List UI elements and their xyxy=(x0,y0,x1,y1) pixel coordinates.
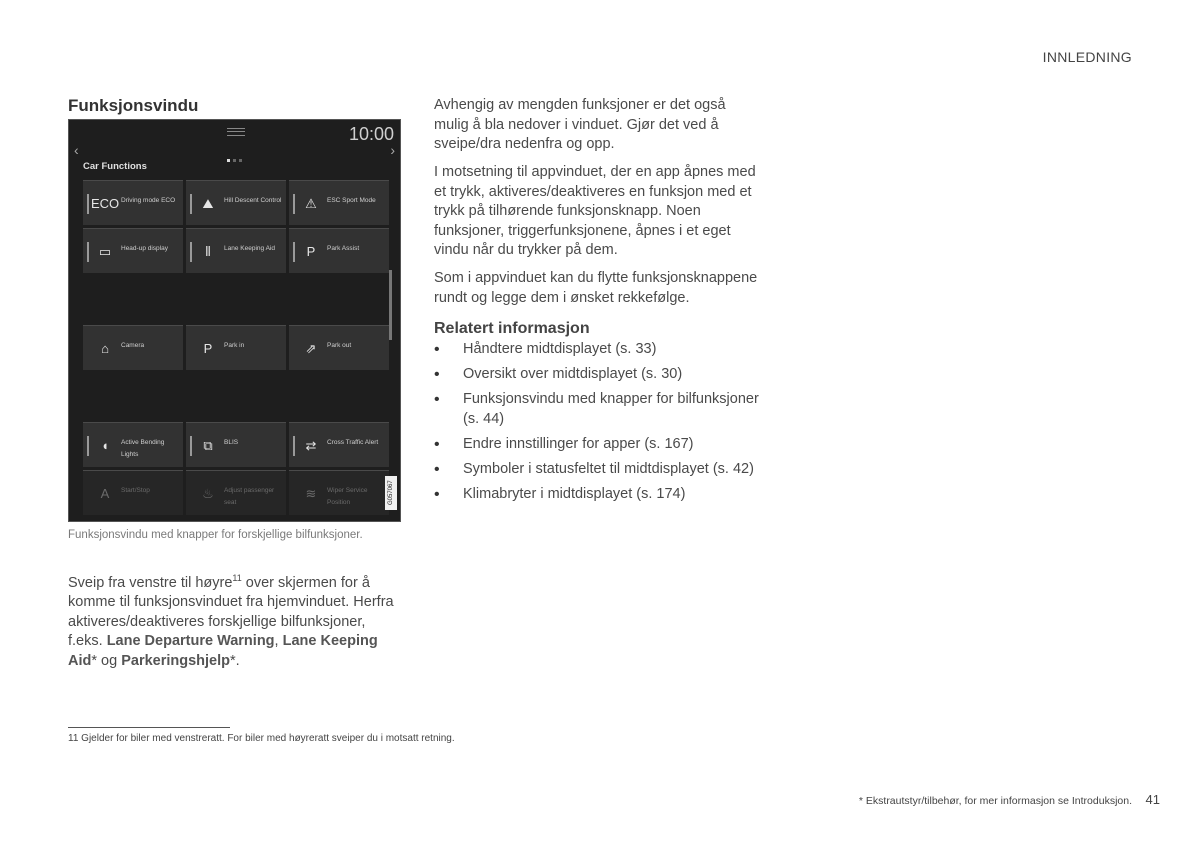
chevron-right-icon: › xyxy=(390,142,395,158)
paragraph-move: Som i appvinduet kan du flytte funksjonsknappene rundt og legge dem i ønsket rekkefølge. xyxy=(434,270,758,306)
function-label: Camera xyxy=(121,342,145,349)
figure-caption: Funksjonsvindu med knapper for forskjellige bilfunksjoner. xyxy=(68,529,363,541)
footnote: 11 Gjelder for biler med venstreratt. For biler med høyreratt sveiper du i motsatt retning. xyxy=(68,733,455,744)
function-label: Driving mode ECO xyxy=(121,197,176,204)
function-tile xyxy=(289,470,389,515)
function-label: Lane Keeping Aid xyxy=(224,245,275,252)
function-icon: ⚠ xyxy=(305,196,317,211)
page-indicator xyxy=(227,149,245,167)
tile-indicator xyxy=(293,194,295,214)
function-icon: A xyxy=(100,486,110,501)
link-parkeringshjelp: Parkeringshjelp xyxy=(121,652,230,669)
function-tile xyxy=(83,228,183,273)
function-icon: ⧉ xyxy=(203,438,213,453)
function-label: BLIS xyxy=(224,439,239,446)
function-tile xyxy=(289,180,389,225)
function-label: Hill Descent Control xyxy=(224,197,282,204)
function-icon: ⫴ xyxy=(205,244,211,259)
section-label: INNLEDNING xyxy=(1042,49,1132,65)
function-tile xyxy=(83,325,183,370)
function-icon: ♨ xyxy=(202,486,214,501)
related-list xyxy=(434,340,764,510)
related-item: • Endre innstillinger for apper (s. 167) xyxy=(434,435,764,455)
pull-down-handle-icon xyxy=(227,128,245,136)
function-tile xyxy=(186,422,286,467)
tile-indicator xyxy=(190,242,192,262)
image-code: G057067 xyxy=(385,476,397,510)
related-item: • Funksjonsvindu med knapper for bilfunksjoner (s. 44) xyxy=(434,390,764,429)
related-heading: Relatert informasjon xyxy=(434,320,590,337)
related-item: • Håndtere midtdisplayet (s. 33) xyxy=(434,340,764,360)
page-number: 41 xyxy=(1145,792,1160,807)
function-icon: P xyxy=(306,244,316,259)
function-icon: P xyxy=(203,341,213,356)
screen-heading: Car Functions xyxy=(83,161,147,172)
related-item: • Symboler i statusfeltet til midtdisplayet (s. 42) xyxy=(434,460,764,480)
related-item: • Klimabryter i midtdisplayet (s. 174) xyxy=(434,485,764,505)
function-icon: ◖ xyxy=(101,438,109,453)
footer-note: * Ekstrautstyr/tilbehør, for mer informasjon se Introduksjon. xyxy=(858,795,1132,807)
function-tile xyxy=(289,228,389,273)
function-icon: ⌂ xyxy=(101,341,109,356)
related-item: • Oversikt over midtdisplayet (s. 30) xyxy=(434,365,764,385)
function-tile xyxy=(186,470,286,515)
function-label: Park Assist xyxy=(327,245,360,252)
link-lane-departure: Lane Departure Warning xyxy=(106,633,275,650)
tile-indicator xyxy=(87,436,89,456)
page-title: Funksjonsvindu xyxy=(68,96,199,115)
chevron-left-icon: ‹ xyxy=(74,142,79,158)
function-label: Wiper Service Position xyxy=(327,487,368,506)
center-display-image xyxy=(68,119,401,522)
function-tile xyxy=(289,422,389,467)
link-lane-keeping: Lane Keeping Aid xyxy=(68,633,378,669)
tile-indicator xyxy=(87,194,89,214)
intro-paragraph: Sveip fra venstre til høyre$^{11}$ over skjermen for å komme til funksjonsvinduet fra hjemvinduet. Herfra aktiveres/deaktiveres forskjellige bilfunksjoner, f.eks. Lane Departure Warning, Lane Keeping Aid* og Parkeringshjelp*. xyxy=(68,573,394,669)
function-tile xyxy=(186,325,286,370)
paragraph-scroll: Avhengig av mengden funksjoner er det også mulig å bla nedover i vinduet. Gjør det ved å sveipe/dra nedenfra og opp. xyxy=(434,97,726,152)
function-label: Start/Stop xyxy=(121,487,150,494)
function-tile xyxy=(83,470,183,515)
function-label: ESC Sport Mode xyxy=(327,197,376,204)
function-tile xyxy=(83,180,183,225)
scrollbar xyxy=(389,270,392,340)
function-label: Park in xyxy=(224,342,245,349)
function-label: Adjust passenger seat xyxy=(224,487,275,506)
function-label: Cross Traffic Alert xyxy=(327,439,379,446)
function-label: Park out xyxy=(327,342,352,349)
function-tile xyxy=(289,325,389,370)
function-icon: ≋ xyxy=(305,486,317,501)
function-icon: ⛰ xyxy=(202,196,214,211)
tile-indicator xyxy=(293,436,295,456)
function-icon: ⇗ xyxy=(305,341,317,356)
tile-indicator xyxy=(293,242,295,262)
function-icon: ECO xyxy=(91,196,120,211)
function-icon: ▭ xyxy=(98,244,112,259)
tile-indicator xyxy=(190,436,192,456)
tile-indicator xyxy=(87,242,89,262)
function-tile xyxy=(186,180,286,225)
footnote-divider xyxy=(68,727,230,728)
footnote-ref: 11 xyxy=(232,573,242,583)
function-tile xyxy=(186,228,286,273)
paragraph-activate: I motsetning til appvinduet, der en app åpnes med et trykk, aktiveres/deaktiveres en funksjon med et trykk på tilhørende funksjonsknapp. Noen funksjoner, triggerfunksjonene, åpnes i et eget vindu når du trykker på dem. xyxy=(434,164,756,258)
tile-indicator xyxy=(190,194,192,214)
function-tile xyxy=(83,422,183,467)
function-label: Head-up display xyxy=(121,245,168,252)
function-icon: ⇄ xyxy=(305,438,317,453)
function-label: Active Bending Lights xyxy=(121,439,165,458)
clock: 10:00 xyxy=(348,124,394,144)
